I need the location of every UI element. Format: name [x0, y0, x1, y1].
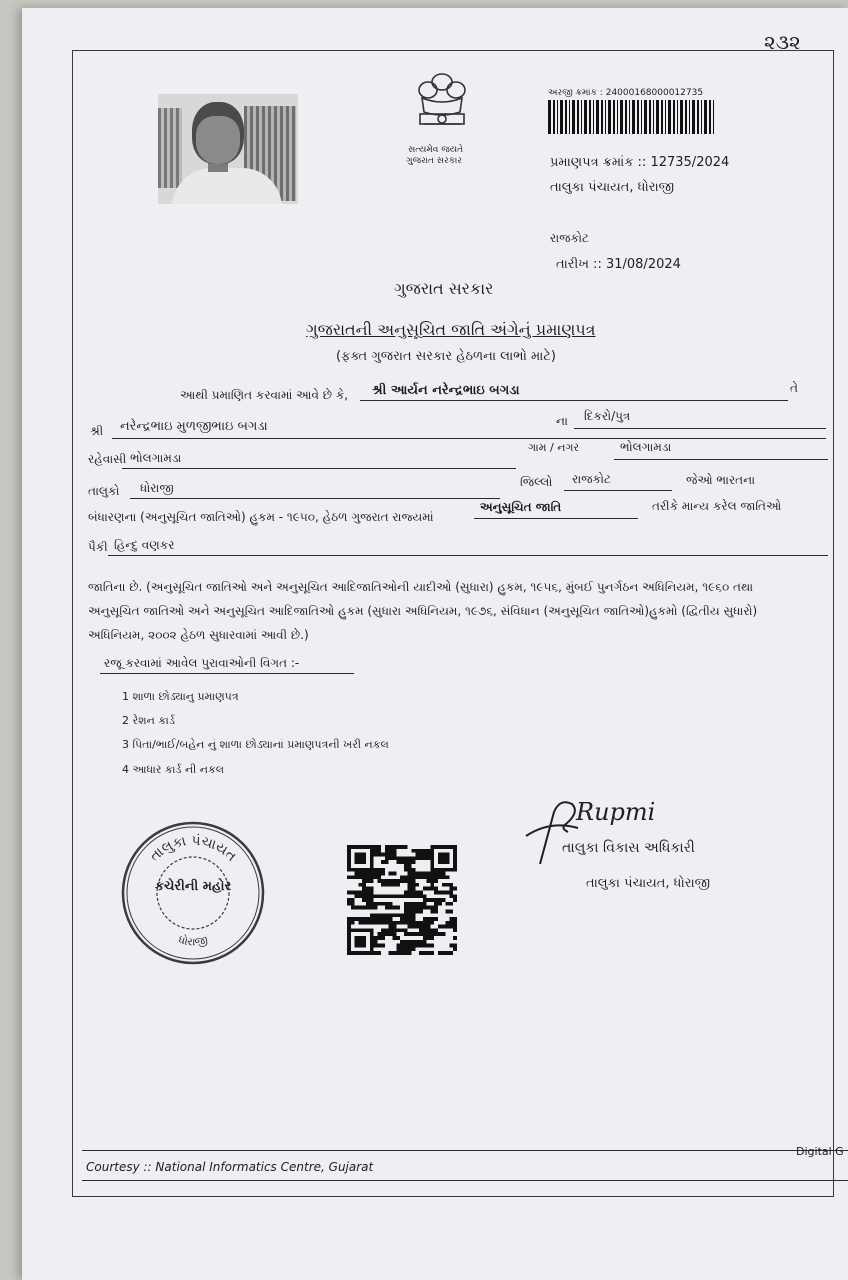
- barcode: [548, 100, 716, 134]
- te-text: તે: [790, 381, 798, 395]
- svg-text:ધોરાજી: [177, 933, 209, 948]
- shri-text: શ્રી: [90, 424, 104, 438]
- issue-date: તારીખ :: 31/08/2024: [556, 257, 681, 272]
- evidence-item: 4 આધાર કાર્ડ ની નકલ: [122, 763, 225, 776]
- evidence-heading: રજૂ કરવામાં આવેલ પુરાવાઓની વિગત :-: [104, 656, 300, 670]
- emblem-caption-2: ગુજરાત સરકાર: [406, 156, 462, 166]
- application-number: અરજી ક્રમાંક : 24000168000012735: [548, 88, 704, 98]
- jeo-bharat-text: જેઓ ભારતના: [686, 473, 756, 487]
- issuing-office: તાલુકા પંચાયત, ધોરાજી: [550, 180, 675, 195]
- office-seal-icon: [118, 818, 268, 968]
- evidence-item: 1 શાળા છોડ્યાનુ પ્રમાણપત્ર: [122, 690, 239, 703]
- certificate-subtitle: (ફક્ત ગુજરાત સરકાર હેઠળના લાભો માટે): [336, 349, 556, 364]
- village-label: ગામ / નગર: [528, 441, 580, 454]
- resident-value: ભોલગામડા: [130, 451, 182, 465]
- father-name: નરેન્દ્રભાઇ મુળજીભાઇ બગડા: [120, 419, 268, 434]
- evidence-item: 2 રેશન કાર્ડ: [122, 714, 175, 727]
- signatory-office: તાલુકા પંચાયત, ધોરાજી: [586, 876, 711, 891]
- constitution-text: બંધારણના (અનુસૂચિત જાતિઓ) હુકમ - ૧૯૫૦, હેઠળ ગુજરાત રાજ્યમાં: [88, 510, 434, 524]
- evidence-item: 3 પિતા/ભાઈ/બહેન નું શાળા છોડ્યાનાં પ્રમાણપત્રની ખરી નકલ: [122, 738, 389, 751]
- certificate-title: ગુજરાતની અનુસૂચિત જાતિ અંગેનું પ્રમાણપત્ર: [306, 320, 596, 339]
- seal-bottom-text: ધોરાજી: [177, 933, 209, 949]
- legal-paragraph-line-2: અનુસૂચિત જાતિઓ અને અનુસૂચિત આદિજાતિઓ હુકમ (સુધારા અધિનિયમ, ૧૯૭૬, સંવિધાન (અનુસૂચિત જાતિઓ)હુકમો (દ્વિતીય સુધારો): [88, 604, 758, 618]
- applicant-photo: [158, 94, 298, 204]
- certificate-frame: [72, 50, 834, 1197]
- seal-center-text: કચેરીની મહોર: [154, 879, 232, 894]
- relation: દિકરો/પુત્ર: [584, 409, 631, 423]
- certify-prefix: આથી પ્રમાણિત કરવામાં આવે છે કે,: [180, 388, 349, 402]
- digital-text: Digital G: [796, 1145, 844, 1158]
- recognized-text: તરીકે માન્ય કરેલ જાતિઓ: [652, 499, 782, 513]
- qr-code: [347, 844, 457, 956]
- svg-text:તાલુકા પંચાયત: [147, 833, 239, 865]
- certificate-number: પ્રમાણપત્ર ક્રમાંક :: 12735/2024: [550, 155, 730, 170]
- na-text: ના: [556, 414, 568, 428]
- seal-top-text: તાલુકા પંચાયત: [146, 832, 240, 865]
- taluka-value: ધોરાજી: [140, 481, 174, 495]
- resident-label: રહેવાસી: [88, 452, 127, 466]
- signature-scribble: [520, 790, 690, 870]
- paiki-text: પૈકી: [88, 540, 108, 554]
- district-value: રાજકોટ: [572, 472, 611, 486]
- svg-text:Rupmi: Rupmi: [576, 798, 656, 826]
- signatory-designation: તાલુકા વિકાસ અધિકારી: [562, 840, 695, 856]
- govt-title: ગુજરાત સરકાર: [394, 279, 494, 298]
- courtesy-text: Courtesy :: National Informatics Centre, Gujarat: [86, 1160, 374, 1174]
- caste-value: હિન્દુ વણકર: [114, 538, 175, 552]
- district-label: જિલ્લો: [520, 475, 553, 489]
- handwritten-number: ૨૩૨: [764, 30, 801, 54]
- state-emblem-icon: [404, 68, 480, 144]
- taluka-label: તાલુકો: [88, 484, 120, 498]
- legal-paragraph-line-1: જાતિના છે. (અનુસૂચિત જાતિઓ અને અનુસૂચિત આદિજાતિઓની યાદીઓ (સુધારા) હુકમ, ૧૯૫૬, મુંબઈ પુનર્ગઠન અધિનિયમ, ૧૯૬૦ તથા: [88, 580, 754, 594]
- district-name: રાજકોટ: [550, 231, 589, 245]
- village-value: ભોલગામડા: [620, 440, 672, 454]
- emblem-caption-1: સત્યમેવ જયતે: [408, 145, 464, 155]
- legal-paragraph-line-3: અધિનિયમ, ૨૦૦૨ હેઠળ સુધારવામાં આવી છે.): [88, 628, 309, 642]
- applicant-name: શ્રી આર્યન નરેન્દ્રભાઇ બગડા: [372, 383, 520, 398]
- category-value: અનુસૂચિત જાતિ: [480, 500, 562, 514]
